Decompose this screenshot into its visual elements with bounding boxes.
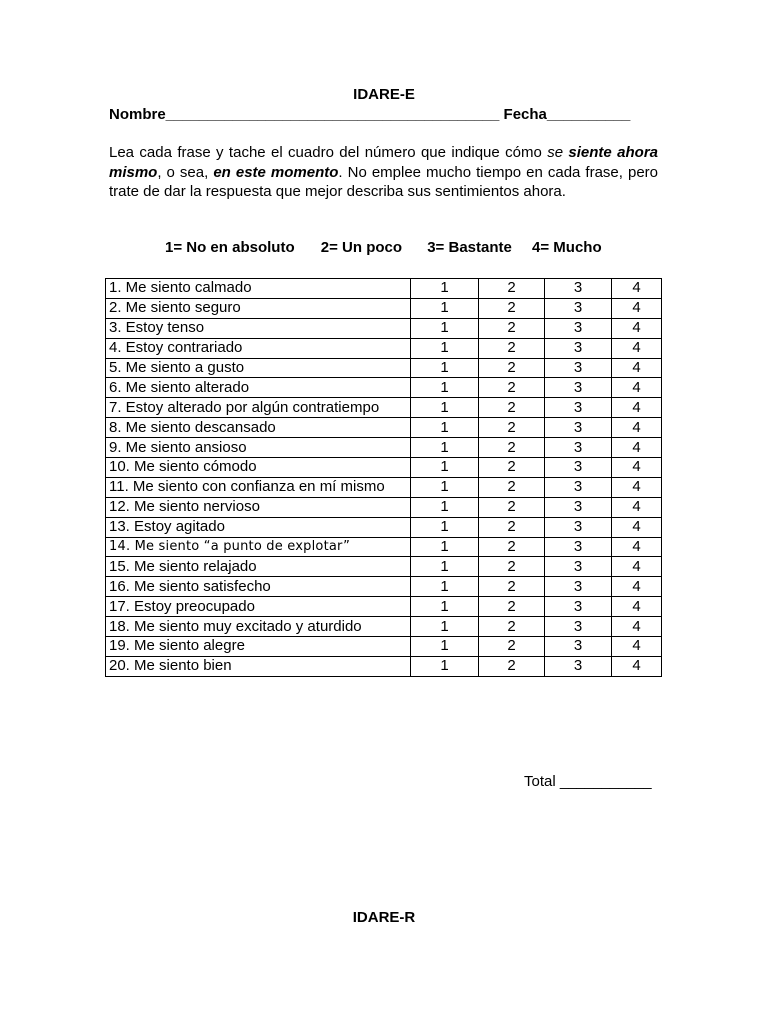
option-1-cell[interactable]: 1 — [411, 577, 479, 597]
instructions-paragraph — [109, 143, 658, 202]
item-label: 15. Me siento relajado — [106, 557, 411, 577]
item-label: 2. Me siento seguro — [106, 298, 411, 318]
instructions-text-3: . No emplee mucho tiempo en cada frase, pero trate de dar la respuesta que mejor describa sus sentimientos ahora. — [109, 163, 658, 200]
option-4-cell[interactable]: 4 — [612, 438, 662, 458]
option-4-cell[interactable]: 4 — [612, 298, 662, 318]
table-row — [106, 338, 662, 358]
option-1-cell[interactable]: 1 — [411, 637, 479, 657]
table-row — [106, 378, 662, 398]
item-label: 4. Estoy contrariado — [106, 338, 411, 358]
option-3-cell[interactable]: 3 — [545, 318, 612, 338]
table-row — [106, 279, 662, 299]
instructions-text-1: Lea cada frase y tache el cuadro del número que indique cómo — [109, 144, 548, 161]
option-1-cell[interactable]: 1 — [411, 557, 479, 577]
item-label: 3. Estoy tenso — [106, 318, 411, 338]
option-4-cell[interactable]: 4 — [612, 537, 662, 557]
option-3-cell[interactable]: 3 — [545, 557, 612, 577]
option-4-cell[interactable]: 4 — [612, 597, 662, 617]
item-label: 14. Me siento “a punto de explotar” — [106, 537, 411, 557]
option-1-cell[interactable]: 1 — [411, 318, 479, 338]
table-row — [106, 557, 662, 577]
option-1-cell[interactable]: 1 — [411, 358, 479, 378]
option-4-cell[interactable]: 4 — [612, 418, 662, 438]
scale-option-4: 4= Mucho — [532, 239, 602, 256]
option-1-cell[interactable]: 1 — [411, 517, 479, 537]
option-3-cell[interactable]: 3 — [545, 517, 612, 537]
option-2-cell[interactable]: 2 — [479, 438, 545, 458]
page-title: IDARE-E — [353, 86, 415, 103]
option-4-cell[interactable]: 4 — [612, 517, 662, 537]
option-1-cell[interactable]: 1 — [411, 438, 479, 458]
item-label: 17. Estoy preocupado — [106, 597, 411, 617]
option-2-cell[interactable]: 2 — [479, 597, 545, 617]
total-line: Total ___________ — [524, 773, 652, 790]
table-row — [106, 298, 662, 318]
option-2-cell[interactable]: 2 — [479, 418, 545, 438]
item-label: 20. Me siento bien — [106, 656, 411, 676]
option-3-cell[interactable]: 3 — [545, 338, 612, 358]
nombre-fecha-line: Nombre________________________________________ Fecha__________ — [109, 106, 631, 123]
option-4-cell[interactable]: 4 — [612, 458, 662, 478]
option-1-cell[interactable]: 1 — [411, 398, 479, 418]
option-2-cell[interactable]: 2 — [479, 656, 545, 676]
option-3-cell[interactable]: 3 — [545, 418, 612, 438]
item-label: 5. Me siento a gusto — [106, 358, 411, 378]
option-3-cell[interactable]: 3 — [545, 298, 612, 318]
option-4-cell[interactable]: 4 — [612, 358, 662, 378]
items-table-body — [106, 279, 662, 677]
option-3-cell[interactable]: 3 — [545, 378, 612, 398]
option-3-cell[interactable]: 3 — [545, 477, 612, 497]
table-row — [106, 497, 662, 517]
option-1-cell[interactable]: 1 — [411, 378, 479, 398]
table-row — [106, 318, 662, 338]
table-row — [106, 477, 662, 497]
item-label: 7. Estoy alterado por algún contratiempo — [106, 398, 411, 418]
option-4-cell[interactable]: 4 — [612, 378, 662, 398]
option-4-cell[interactable]: 4 — [612, 398, 662, 418]
table-row — [106, 656, 662, 676]
option-2-cell[interactable]: 2 — [479, 577, 545, 597]
table-row — [106, 617, 662, 637]
instructions-emphasis-se: se — [547, 144, 564, 161]
option-2-cell[interactable]: 2 — [479, 318, 545, 338]
table-row — [106, 637, 662, 657]
option-2-cell[interactable]: 2 — [479, 279, 545, 299]
option-4-cell[interactable]: 4 — [612, 318, 662, 338]
scale-option-1: 1= No en absoluto — [165, 239, 295, 256]
item-label: 16. Me siento satisfecho — [106, 577, 411, 597]
option-2-cell[interactable]: 2 — [479, 378, 545, 398]
table-row — [106, 597, 662, 617]
item-label: 10. Me siento cómodo — [106, 458, 411, 478]
instructions-emphasis-este-momento: en este momento — [213, 163, 339, 181]
option-2-cell[interactable]: 2 — [479, 517, 545, 537]
item-label: 9. Me siento ansioso — [106, 438, 411, 458]
option-2-cell[interactable]: 2 — [479, 477, 545, 497]
option-1-cell[interactable]: 1 — [411, 338, 479, 358]
option-2-cell[interactable]: 2 — [479, 537, 545, 557]
item-label: 18. Me siento muy excitado y aturdido — [106, 617, 411, 637]
table-row — [106, 577, 662, 597]
table-row — [106, 358, 662, 378]
option-2-cell[interactable]: 2 — [479, 497, 545, 517]
option-1-cell[interactable]: 1 — [411, 418, 479, 438]
option-3-cell[interactable]: 3 — [545, 358, 612, 378]
option-3-cell[interactable]: 3 — [545, 279, 612, 299]
item-label: 19. Me siento alegre — [106, 637, 411, 657]
table-row — [106, 517, 662, 537]
option-2-cell[interactable]: 2 — [479, 637, 545, 657]
option-3-cell[interactable]: 3 — [545, 577, 612, 597]
option-3-cell[interactable]: 3 — [545, 617, 612, 637]
item-label: 13. Estoy agitado — [106, 517, 411, 537]
scale-option-2: 2= Un poco — [320, 239, 403, 256]
option-4-cell[interactable]: 4 — [612, 637, 662, 657]
option-4-cell[interactable]: 4 — [612, 557, 662, 577]
option-4-cell[interactable]: 4 — [612, 477, 662, 497]
option-1-cell[interactable]: 1 — [411, 597, 479, 617]
option-4-cell[interactable]: 4 — [612, 656, 662, 676]
option-3-cell[interactable]: 3 — [545, 458, 612, 478]
option-3-cell[interactable]: 3 — [545, 537, 612, 557]
option-3-cell[interactable]: 3 — [545, 398, 612, 418]
item-label: 12. Me siento nervioso — [106, 497, 411, 517]
option-4-cell[interactable]: 4 — [612, 577, 662, 597]
option-1-cell[interactable]: 1 — [411, 497, 479, 517]
option-1-cell[interactable]: 1 — [411, 617, 479, 637]
instructions-emphasis-ahora-mismo: siente ahora mismo — [109, 144, 659, 181]
option-3-cell[interactable]: 3 — [545, 637, 612, 657]
item-label: 8. Me siento descansado — [106, 418, 411, 438]
option-2-cell[interactable]: 2 — [479, 557, 545, 577]
instructions-text-2: , o sea, — [157, 163, 214, 181]
option-1-cell[interactable]: 1 — [411, 537, 479, 557]
answer-scale-legend — [165, 239, 602, 256]
option-2-cell[interactable]: 2 — [479, 398, 545, 418]
option-1-cell[interactable]: 1 — [411, 298, 479, 318]
item-label: 11. Me siento con confianza en mí mismo — [106, 477, 411, 497]
scale-option-3: 3= Bastante — [427, 239, 512, 256]
option-2-cell[interactable]: 2 — [479, 617, 545, 637]
table-row — [106, 537, 662, 557]
option-4-cell[interactable]: 4 — [612, 279, 662, 299]
option-2-cell[interactable]: 2 — [479, 338, 545, 358]
option-1-cell[interactable]: 1 — [411, 477, 479, 497]
section-title-idare-r: IDARE-R — [352, 909, 416, 926]
table-row — [106, 458, 662, 478]
option-3-cell[interactable]: 3 — [545, 497, 612, 517]
option-4-cell[interactable]: 4 — [612, 497, 662, 517]
option-2-cell[interactable]: 2 — [479, 358, 545, 378]
items-table — [105, 278, 662, 677]
table-row — [106, 418, 662, 438]
item-label: 1. Me siento calmado — [106, 279, 411, 299]
option-1-cell[interactable]: 1 — [411, 458, 479, 478]
option-4-cell[interactable]: 4 — [612, 617, 662, 637]
table-row — [106, 438, 662, 458]
item-label: 6. Me siento alterado — [106, 378, 411, 398]
option-3-cell[interactable]: 3 — [545, 597, 612, 617]
option-1-cell[interactable]: 1 — [411, 279, 479, 299]
option-1-cell[interactable]: 1 — [411, 656, 479, 676]
option-3-cell[interactable]: 3 — [545, 656, 612, 676]
option-4-cell[interactable]: 4 — [612, 338, 662, 358]
table-row — [106, 398, 662, 418]
option-3-cell[interactable]: 3 — [545, 438, 612, 458]
option-2-cell[interactable]: 2 — [479, 458, 545, 478]
option-2-cell[interactable]: 2 — [479, 298, 545, 318]
